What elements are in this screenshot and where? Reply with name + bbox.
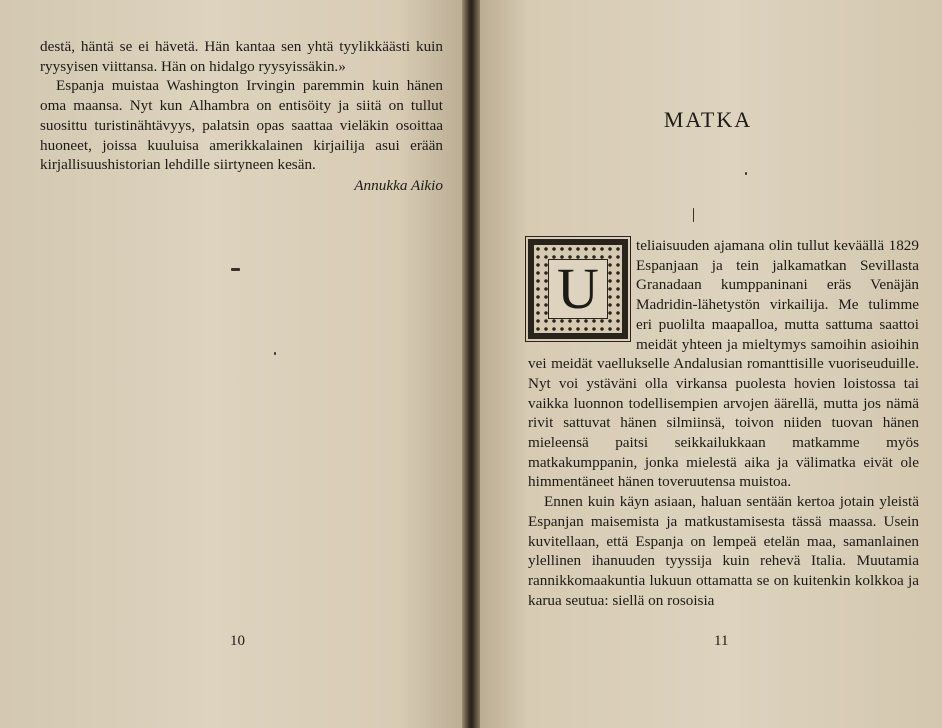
- ink-mark: [231, 268, 240, 271]
- ink-mark: [693, 208, 694, 222]
- page-number-right: 11: [714, 633, 729, 649]
- chapter-title: MATKA: [663, 107, 753, 132]
- right-paragraph-2: Ennen kuin käyn asiaan, haluan sentään kertoa jotain yleistä Espanjan maisemista ja matkustamisesta tässä maassa. Usein kuvitellaan, että Espanja on lempeä etelän maa, samanlainen ylellinen ihanuuden tyyssija kuin rehevä Italia. Muutamia rannikkomaakuntia lukuun ottamatta se on kuitenkin kolkkoa ja karua seutua: siellä on rosoisia: [528, 493, 919, 609]
- ink-mark: [274, 352, 276, 355]
- page-number-left: 10: [230, 633, 245, 649]
- left-page-text: [40, 37, 443, 196]
- author-signature: Annukka Aikio: [354, 176, 443, 194]
- ink-mark: [745, 172, 747, 175]
- left-paragraph-1: destä, häntä se ei hävetä. Hän kantaa sen yhtä tyylikkäästi kuin ryysyisen viittansa. Hän on hidalgo ryysyissäkin.»: [40, 38, 443, 75]
- ornamental-drop-cap: [528, 239, 628, 339]
- right-page-text: [528, 236, 919, 610]
- drop-cap-letter: U: [548, 259, 608, 319]
- left-paragraph-2: Espanja muistaa Washington Irvingin paremmin kuin hänen oma maansa. Nyt kun Alhambra on entisöity ja siitä on tullut suosittu turistinähtävyys, palatsin opas saattaa vieläkin osoittaa huoneet, joissa kuuluisa amerikkalainen kirjailija asui erään kirjallisuushistorian lehdille siirtyneen kesän.: [40, 77, 443, 174]
- right-paragraph-1: teliaisuuden ajamana olin tullut keväällä 1829 Espanjaan ja tein jalkamatkan Sevillasta Granadaan kumppaninani eräs Venäjän Madridin-lähetystön virkailija. Me tulimme eri puolilta maapalloa, mutta sattuma saattoi meidät yhteen ja mieltymys samoihin asioihin vei meidät vaellukselle Andalusian romanttisille vuoriseuduille. Nyt voi ystäväni olla virkansa puolesta hovien loistossa tai vaikka luonnon todellisempien arvojen äärellä, mutta jos nämä rivit sattuvat hänen silmiinsä, toivon niiden tuovan hänen mieleensä paitsi seikkailukkaan matkamme myös matkakumppanin, jonka mielestä aika ja välimatka eivät ole himmentäneet hänen toveruutensa muistoa.: [528, 237, 919, 491]
